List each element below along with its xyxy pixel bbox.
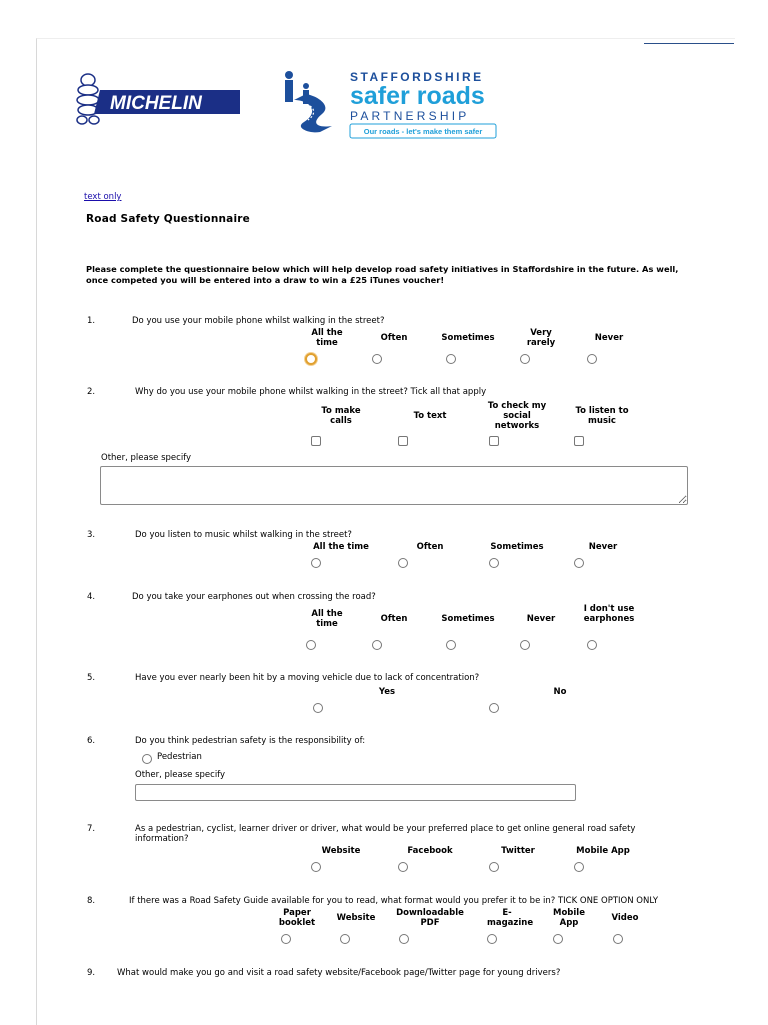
q7-header: Mobile App [576,846,630,856]
svg-text:STAFFORDSHIRE: STAFFORDSHIRE [350,70,484,84]
q8-radio-video[interactable] [613,934,623,944]
q4-radio-all-the-time[interactable] [306,640,316,650]
q2-number: 2. [87,387,96,397]
q2-header: To text [413,411,447,421]
q2-check-text[interactable] [398,436,408,446]
q4-text: Do you take your earphones out when crossing the road? [132,592,376,602]
q1-radio-very-rarely[interactable] [520,354,530,364]
q1-number: 1. [87,316,96,326]
q6-other-label: Other, please specify [135,770,226,780]
q5-number: 5. [87,673,96,683]
michelin-logo [72,70,242,126]
q1-header: All the time [311,328,343,348]
q3-header: Often [416,542,444,552]
q6-option-label: Pedestrian [157,752,202,762]
q7-number: 7. [87,824,96,834]
q7-radio-website[interactable] [311,862,321,872]
q8-header: Downloadable PDF [396,908,464,928]
q2-other-label: Other, please specify [101,453,192,463]
q3-radio-never[interactable] [574,558,584,568]
q7-header: Website [321,846,361,856]
q3-header: Never [588,542,618,552]
q8-header: Mobile App [553,908,585,928]
q9-text: What would make you go and visit a road safety website/Facebook page/Twitter page for young drivers? [117,968,561,978]
q1-header: Often [380,333,408,343]
q1-header: Sometimes [441,333,495,343]
q2-text: Why do you use your mobile phone whilst walking in the street? Tick all that apply [135,387,487,397]
q6-other-input[interactable] [135,784,576,801]
q5-header: No [553,687,567,697]
q3-header: All the time [313,542,369,552]
svg-text:Our roads - let's make them sa: Our roads - let's make them safer [363,127,483,136]
q4-radio-sometimes[interactable] [446,640,456,650]
q8-header: Paper booklet [278,908,316,928]
top-rule [644,43,734,44]
page-title: Road Safety Questionnaire [86,213,250,225]
q7-header: Twitter [501,846,535,856]
q8-radio-website[interactable] [340,934,350,944]
q8-text: If there was a Road Safety Guide available for you to read, what format would you prefer it to be in? TICK ONE OPTION ONLY [129,896,659,906]
family-road-icon [285,71,332,132]
bibendum-icon [77,74,99,124]
q3-header: Sometimes [490,542,544,552]
q4-header: Never [526,614,556,624]
q3-radio-often[interactable] [398,558,408,568]
q4-header: Often [380,614,408,624]
q1-header: Very rarely [526,328,556,348]
q5-text: Have you ever nearly been hit by a moving vehicle due to lack of concentration? [135,673,480,683]
svg-text:safer roads: safer roads [350,82,485,110]
q8-header: E-magazine [487,908,534,928]
q2-header: To check my social networks [487,401,547,431]
q4-header: I don't use earphones [583,604,635,624]
q7-radio-facebook[interactable] [398,862,408,872]
q8-radio-mobile-app[interactable] [553,934,563,944]
q5-radio-no[interactable] [489,703,499,713]
q1-radio-sometimes[interactable] [446,354,456,364]
q3-radio-sometimes[interactable] [489,558,499,568]
q4-number: 4. [87,592,96,602]
ssrp-logo [280,66,502,142]
q8-radio-emagazine[interactable] [487,934,497,944]
q5-header: Yes [378,687,396,697]
q6-text: Do you think pedestrian safety is the responsibility of: [135,736,366,746]
q7-text: As a pedestrian, cyclist, learner driver or driver, what would be your preferred place to get online general road safety information? [135,824,636,844]
q1-radio-all-the-time[interactable] [305,353,317,365]
q2-check-social[interactable] [489,436,499,446]
q8-radio-paper[interactable] [281,934,291,944]
q1-radio-never[interactable] [587,354,597,364]
q2-check-music[interactable] [574,436,584,446]
svg-text:PARTNERSHIP: PARTNERSHIP [350,109,470,123]
q2-header: To make calls [321,406,361,426]
intro-text: Please complete the questionnaire below which will help develop road safety initiatives in Staffordshire in the future. As well, once competed you will be entered into a draw to win a £25 iTunes voucher! [86,264,679,285]
q4-header: Sometimes [441,614,495,624]
q1-text: Do you use your mobile phone whilst walking in the street? [132,316,385,326]
text-only-link[interactable]: text only [84,192,122,202]
q8-number: 8. [87,896,96,906]
q4-radio-never[interactable] [520,640,530,650]
q8-radio-pdf[interactable] [399,934,409,944]
q3-text: Do you listen to music whilst walking in the street? [135,530,352,540]
q2-other-input[interactable] [100,466,688,505]
q8-header: Website [336,913,376,923]
q7-radio-mobile-app[interactable] [574,862,584,872]
michelin-wordmark: MICHELIN [110,93,202,114]
q3-number: 3. [87,530,96,540]
q6-radio-pedestrian[interactable] [142,754,152,764]
q1-radio-often[interactable] [372,354,382,364]
q5-radio-yes[interactable] [313,703,323,713]
q1-header: Never [594,333,624,343]
q7-radio-twitter[interactable] [489,862,499,872]
q7-header: Facebook [407,846,453,856]
q8-header: Video [611,913,639,923]
q3-radio-all-the-time[interactable] [311,558,321,568]
q4-radio-often[interactable] [372,640,382,650]
q4-radio-no-earphones[interactable] [587,640,597,650]
q2-header: To listen to music [575,406,629,426]
q2-check-calls[interactable] [311,436,321,446]
q4-header: All the time [311,609,343,629]
q9-number: 9. [87,968,96,978]
q6-number: 6. [87,736,96,746]
